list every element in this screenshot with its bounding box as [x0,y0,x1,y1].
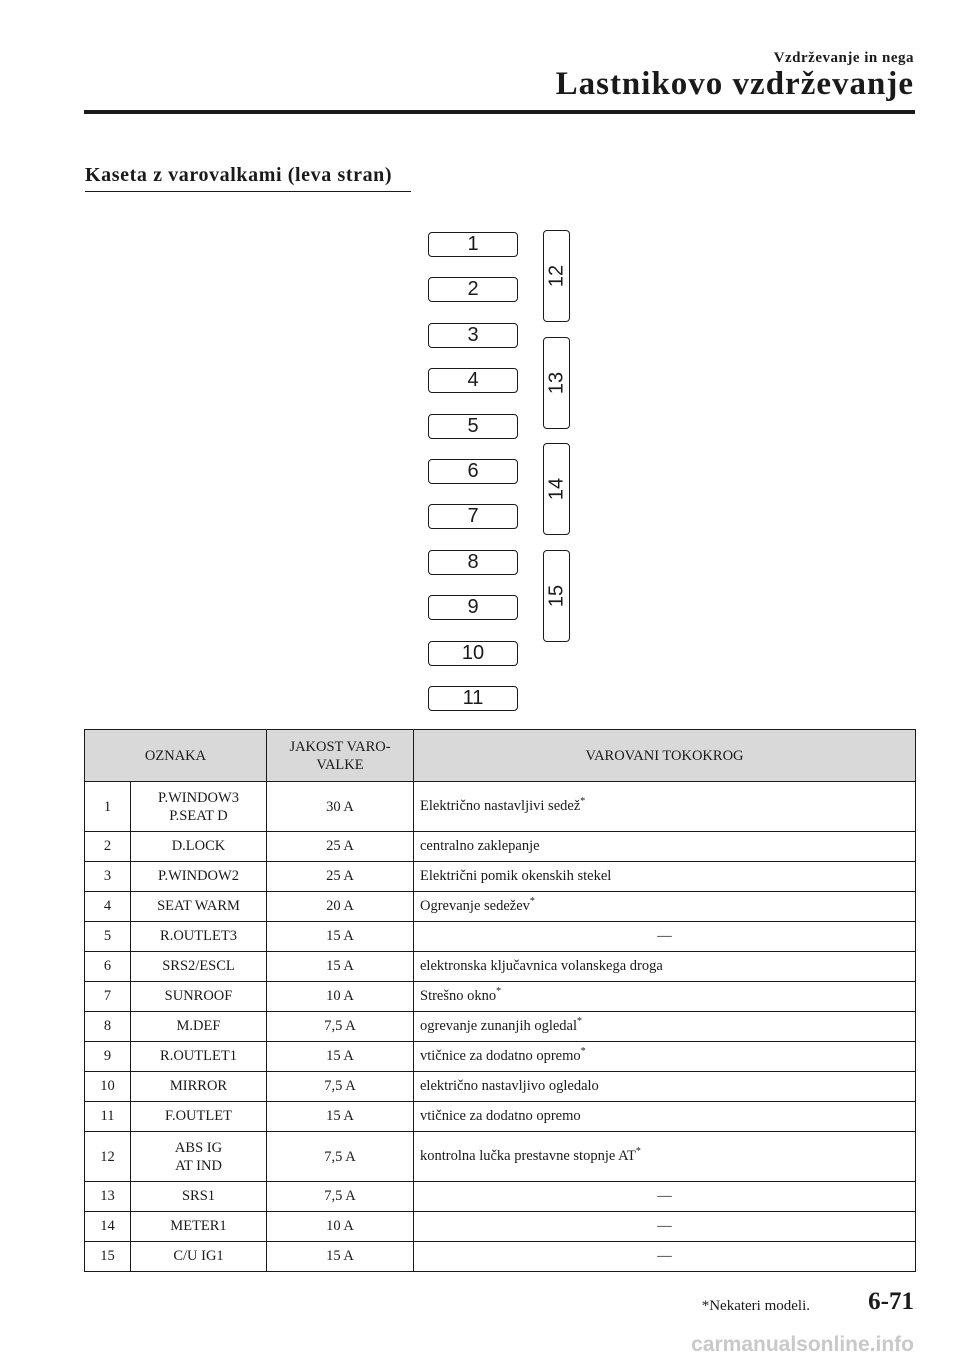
fuse-slot-label: 13 [545,371,567,394]
protected-circuit [414,1072,916,1102]
footnote: *Nekateri modeli. [701,1298,810,1314]
table-row [85,1242,916,1272]
fuse-name: SRS2/ESCL [131,952,267,982]
footnote-marker: * [577,1016,583,1027]
fuse-name-line1: ABS IG [174,1139,223,1156]
footnote-marker: * [635,1145,641,1157]
watermark: carmanualsonline.info [691,1333,914,1356]
table-row [85,952,916,982]
table-row [85,1212,916,1242]
chapter-subtitle: Vzdrževanje in nega [773,50,914,66]
fuse-number: 10 [85,1072,131,1102]
table-header-row [85,730,916,782]
circuit-none: ― [414,1242,916,1272]
fuse-name: F.OUTLET [131,1102,267,1132]
circuit-text: kontrolna lučka prestavne stopnje AT [420,1147,636,1164]
table-row [85,1072,916,1102]
fuse-rating: 30 A [267,782,414,832]
table-row [85,832,916,862]
fuse-rating: 7,5 A [267,1012,414,1042]
fuse-rating: 7,5 A [267,1072,414,1102]
table-row [85,1132,916,1182]
circuit-text: elektronska ključavnica volanskega droga [420,958,663,974]
section-underline [85,191,411,192]
section-title: Kaseta z varovalkami (leva stran) [85,164,393,186]
fuse-number: 11 [85,1102,131,1132]
fuse-name [131,782,267,832]
protected-circuit [414,1042,916,1072]
fuse-name: SUNROOF [131,982,267,1012]
fuse-slot-4: 4 [428,368,518,393]
circuit-text: Strešno okno [420,988,497,1004]
fuse-rating: 15 A [267,952,414,982]
fuse-rating: 7,5 A [267,1182,414,1212]
footnote-marker: * [580,795,586,807]
fuse-slot-11: 11 [428,686,518,711]
fuse-name: P.WINDOW2 [131,862,267,892]
fuse-name: SRS1 [131,1182,267,1212]
fuse-name-line2: P.SEAT D [169,807,228,824]
fuse-slot-label: 12 [545,264,567,288]
fuse-name: MIRROR [131,1072,267,1102]
circuit-text: vtičnice za dodatno opremo [420,1048,581,1064]
fuse-slot-8: 8 [428,550,518,575]
header-divider [84,110,915,114]
table-row [85,892,916,922]
protected-circuit [414,952,916,982]
fuse-rating: 7,5 A [267,1132,414,1182]
table-row [85,922,916,952]
fuse-name: METER1 [131,1212,267,1242]
fuse-number: 14 [85,1212,131,1242]
protected-circuit [414,832,916,862]
fuse-name: D.LOCK [131,832,267,862]
fuse-number: 3 [85,862,131,892]
fuse-name: M.DEF [131,1012,267,1042]
fuse-name: SEAT WARM [131,892,267,922]
table-row [85,1042,916,1072]
circuit-text: Električni pomik okenskih stekel [420,868,612,884]
page-number: 6-71 [868,1288,914,1315]
fuse-number: 5 [85,922,131,952]
fuse-slot-15 [543,550,570,642]
circuit-text: ogrevanje zunanjih ogledal [420,1018,578,1034]
footnote-marker: * [580,1046,586,1057]
fuse-number: 13 [85,1182,131,1212]
fuse-rating: 15 A [267,1102,414,1132]
fuse-slot-12 [543,230,570,322]
fuse-name: C/U IG1 [131,1242,267,1272]
circuit-text: centralno zaklepanje [420,838,540,854]
footnote-marker: * [529,896,535,907]
fuse-rating: 15 A [267,1042,414,1072]
circuit-text: Električno nastavljivi sedež [420,797,581,814]
fuse-slot-3: 3 [428,323,518,348]
header-oznaka: OZNAKA [85,730,267,782]
table-row [85,982,916,1012]
fuse-number: 6 [85,952,131,982]
fuse-name: R.OUTLET1 [131,1042,267,1072]
fuse-rating: 25 A [267,862,414,892]
fuse-rating: 10 A [267,1212,414,1242]
fuse-name [131,1132,267,1182]
fuse-number: 8 [85,1012,131,1042]
fuse-number: 1 [85,782,131,832]
protected-circuit [414,892,916,922]
fuse-name-line2: AT IND [175,1157,222,1174]
chapter-title: Lastnikovo vzdrževanje [555,66,914,102]
fuse-number: 4 [85,892,131,922]
fuse-number: 9 [85,1042,131,1072]
fuse-slot-7: 7 [428,504,518,529]
fuse-slot-label: 15 [545,584,567,607]
fuse-slot-6: 6 [428,459,518,484]
table-row [85,1012,916,1042]
fuse-slot-13 [543,337,570,429]
fuse-rating: 15 A [267,922,414,952]
fuse-number: 2 [85,832,131,862]
fuse-table [84,729,916,1272]
circuit-text: vtičnice za dodatno opremo [420,1108,581,1124]
table-row [85,782,916,832]
fuse-rating: 15 A [267,1242,414,1272]
footnote-marker: * [496,986,502,997]
header-jakost-line1: JAKOST VARO- [289,738,391,755]
protected-circuit [414,982,916,1012]
header-jakost-line2: VALKE [316,756,364,773]
fuse-slot-14 [543,443,570,535]
header-tokokrog: VAROVANI TOKOKROG [414,730,916,782]
circuit-none: ― [414,1182,916,1212]
circuit-none: ― [414,1212,916,1242]
fuse-number: 7 [85,982,131,1012]
protected-circuit [414,862,916,892]
fuse-slot-5: 5 [428,414,518,439]
fuse-rating: 25 A [267,832,414,862]
protected-circuit [414,1012,916,1042]
fuse-slot-2: 2 [428,277,518,302]
protected-circuit [414,1102,916,1132]
fuse-slot-10: 10 [428,641,518,666]
header-jakost [267,730,414,782]
fuse-slot-9: 9 [428,595,518,620]
fuse-slot-1: 1 [428,232,518,257]
protected-circuit [414,782,916,832]
table-row [85,1102,916,1132]
fuse-number: 15 [85,1242,131,1272]
circuit-text: električno nastavljivo ogledalo [420,1078,599,1094]
table-row [85,1182,916,1212]
fuse-number: 12 [85,1132,131,1182]
fuse-rating: 20 A [267,892,414,922]
circuit-none: ― [414,922,916,952]
circuit-text: Ogrevanje sedežev [420,898,530,914]
protected-circuit [414,1132,916,1182]
fuse-slot-label: 14 [545,477,567,501]
table-row [85,862,916,892]
fuse-name-line1: P.WINDOW3 [158,789,239,806]
fuse-rating: 10 A [267,982,414,1012]
fuse-name: R.OUTLET3 [131,922,267,952]
